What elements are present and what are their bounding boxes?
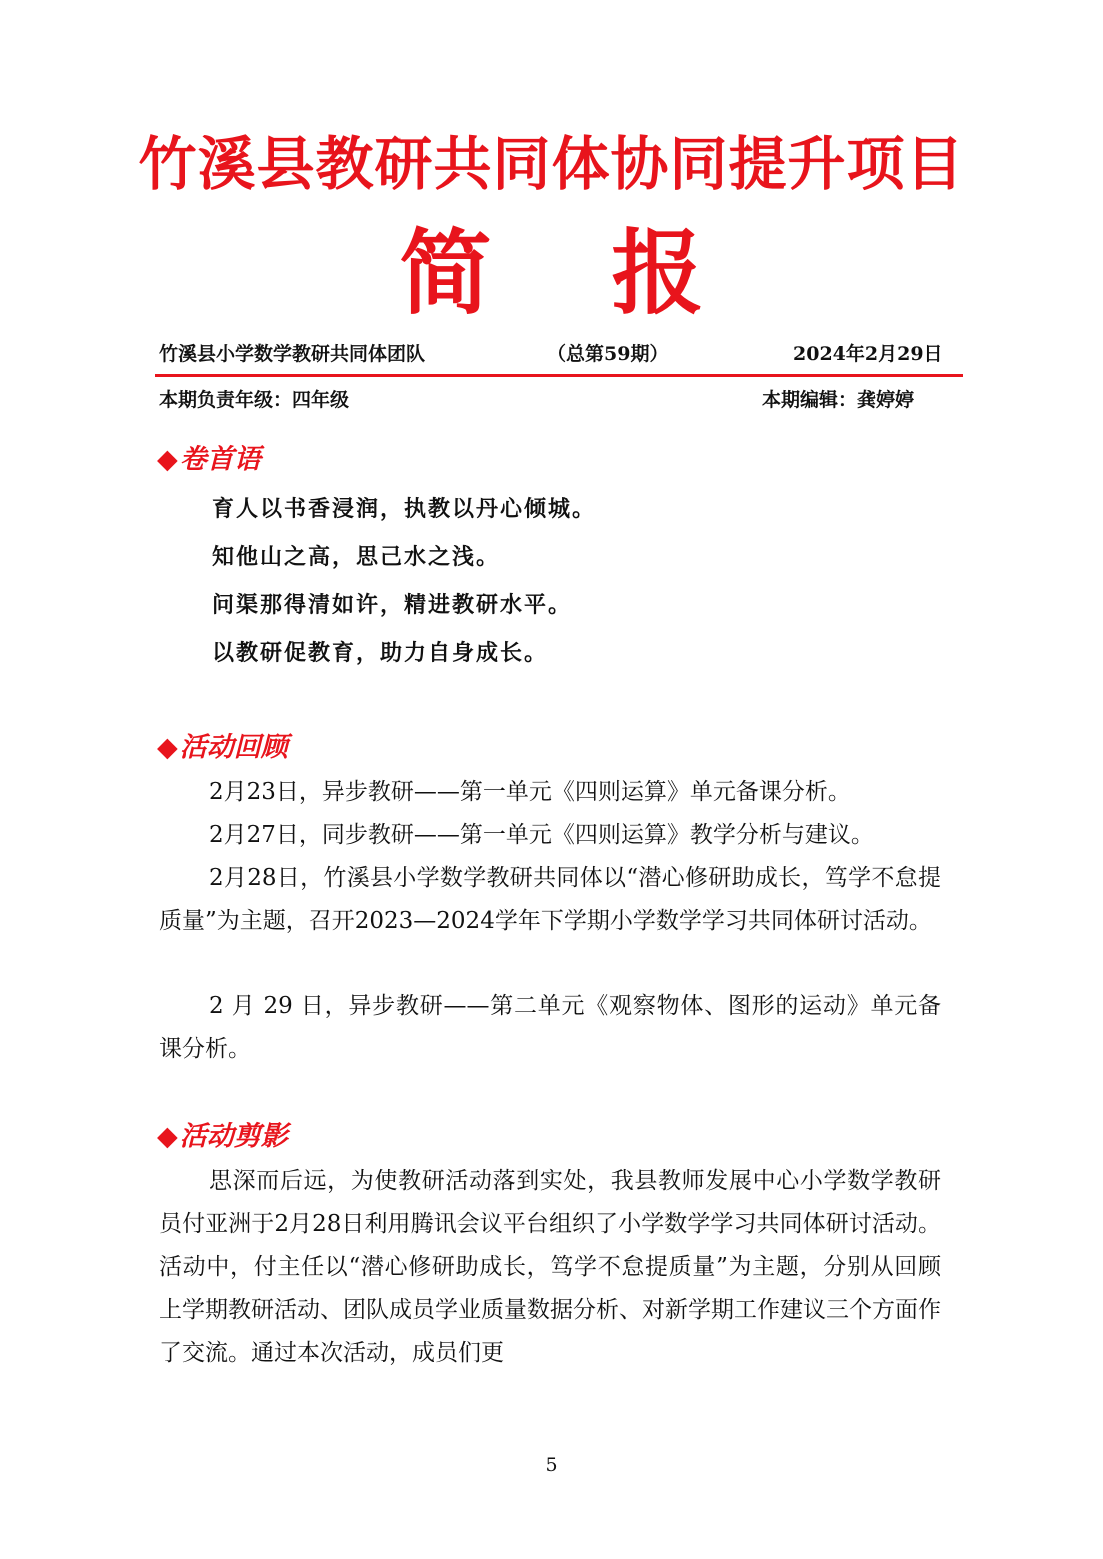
section-heading-review — [157, 731, 288, 765]
header-divider — [155, 374, 963, 377]
preface-line: 以教研促教育，助力自身成长。 — [212, 640, 549, 666]
review-paragraph: 2 月 29 日，异步教研——第二单元《观察物体、图形的运动》单元备课分析。 — [159, 993, 941, 1062]
bulletin-title-left: 简 — [399, 219, 492, 327]
diamond-bullet-icon: ◆ — [157, 444, 178, 475]
team-name: 竹溪县小学数学教研共同体团队 — [159, 343, 426, 365]
section-heading-text: 卷首语 — [179, 444, 261, 475]
section-heading-snapshots — [157, 1120, 288, 1154]
page-number: 5 — [545, 1454, 558, 1476]
issue-editor: 本期编辑：龚婷婷 — [762, 389, 915, 411]
responsible-grade: 本期负责年级：四年级 — [159, 389, 350, 411]
issue-date: 2024年2月29日 — [793, 343, 943, 365]
diamond-bullet-icon: ◆ — [157, 1121, 178, 1152]
preface-line: 问渠那得清如许，精进教研水平。 — [212, 592, 573, 618]
issue-number: （总第59期） — [547, 343, 669, 365]
review-paragraph: 2月28日，竹溪县小学数学教研共同体以“潜心修研助成长，笃学不怠提质量”为主题，召开2023—2024学年下学期小学数学学习共同体研讨活动。 — [159, 865, 941, 934]
section-heading-text: 活动回顾 — [179, 732, 288, 763]
snapshot-paragraph: 思深而后远，为使教研活动落到实处，我县教师发展中心小学数学教研员付亚洲于2月28日利用腾讯会议平台组织了小学数学学习共同体研讨活动。活动中，付主任以“潜心修研助成长，笃学不怠提质量”为主题，分别从回顾上学期教研活动、团队成员学业质量数据分析、对新学期工作建议三个方面作了交流。通过本次活动，成员们更 — [159, 1168, 941, 1366]
section-heading-text: 活动剪影 — [179, 1121, 288, 1152]
bulletin-title — [0, 218, 1103, 328]
preface-line: 育人以书香浸润，执教以丹心倾城。 — [212, 496, 597, 522]
diamond-bullet-icon: ◆ — [157, 732, 178, 763]
project-title: 竹溪县教研共同体协同提升项目 — [138, 130, 965, 198]
review-paragraph: 2月27日，同步教研——第一单元《四则运算》教学分析与建议。 — [209, 822, 874, 848]
bulletin-title-right: 报 — [611, 219, 704, 327]
preface-line: 知他山之高，思己水之浅。 — [212, 544, 501, 570]
review-paragraph: 2月23日，异步教研——第一单元《四则运算》单元备课分析。 — [209, 779, 851, 805]
section-heading-preface — [157, 443, 261, 477]
